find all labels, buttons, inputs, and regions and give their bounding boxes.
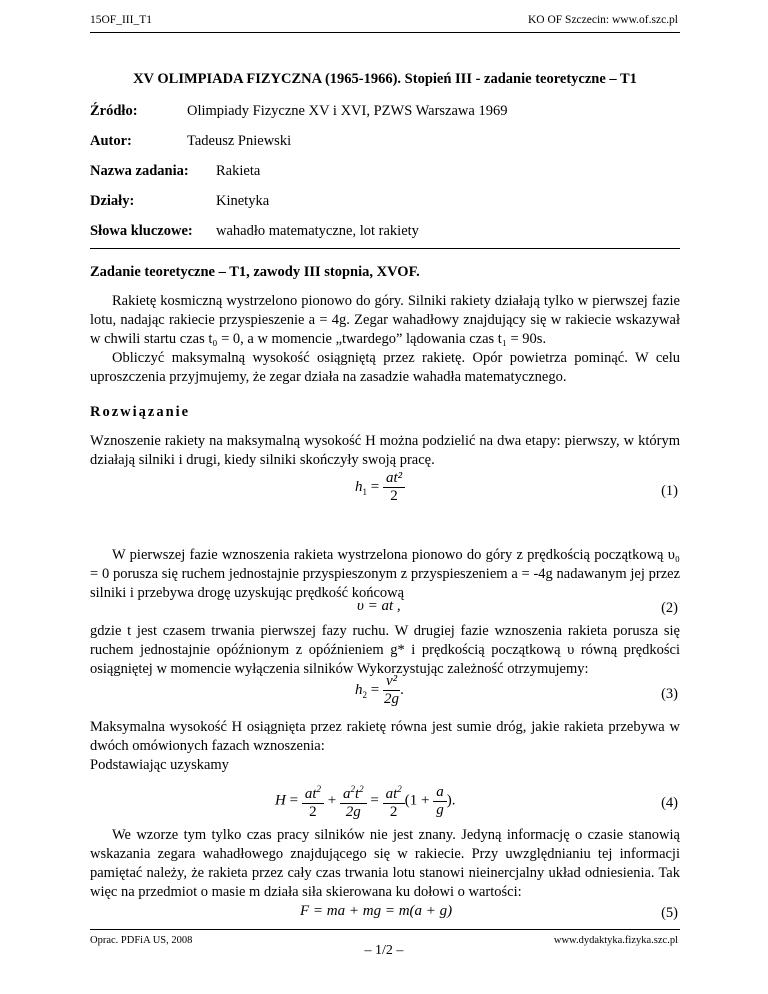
solution-paragraph-3: gdzie t jest czasem trwania pierwszej fazy ruchu. W drugiej fazie wznoszenia rakieta porusza się ruchem jednostajnie opóźnionym z opóźnieniem g* i prędkością początkową υ równą prędkości osiągniętej w momencie wyłączenia silników Wykorzystując zależność otrzymujemy: <box>90 623 680 677</box>
footer-rule <box>90 929 680 930</box>
task-paragraph: Rakietę kosmiczną wystrzelono pionowo do góry. Silniki rakiety działają tylko w pierwszej fazie lotu, nadając rakiecie przyspieszenie a = 4g. Zegar wahadłowy znajdujący się w rakiecie wskazywał w chwili startu czas t₀ = 0, a w momencie „twardego” lądowania czas t₁ = 90s. <box>90 293 680 347</box>
header-right: KO OF Szczecin: www.of.szc.pl <box>528 14 678 26</box>
meta-keywords-value: wahadło matematyczne, lot rakiety <box>216 223 419 239</box>
meta-source-key: Źródło: <box>90 103 138 119</box>
meta-rule <box>90 248 680 249</box>
equation-2-number: (2) <box>661 600 678 616</box>
equation-2: υ = at , <box>357 598 401 614</box>
equation-4-number: (4) <box>661 795 678 811</box>
solution-paragraph-4: Maksymalna wysokość H osiągnięta przez rakietę równa jest sumie dróg, jakie rakieta przebywa w dwóch omówionych fazach wznoszenia: Podstawiając uzyskamy <box>90 719 680 773</box>
equation-5: F = ma + mg = m(a + g) <box>300 903 453 919</box>
meta-author-key: Autor: <box>90 133 132 149</box>
equation-3-number: (3) <box>661 686 678 702</box>
equation-1-number: (1) <box>661 483 678 499</box>
task-paragraph: Obliczyć maksymalną wysokość osiągniętą przez rakietę. Opór powietrza pominąć. W celu uproszczenia przyjmujemy, że zegar działa na zasadzie wahadła matematycznego. <box>90 350 680 385</box>
meta-task-name-value: Rakieta <box>216 163 261 179</box>
task-text <box>90 292 680 387</box>
meta-source-value: Olimpiady Fizyczne XV i XVI, PZWS Warszawa 1969 <box>187 103 508 119</box>
meta-sections-value: Kinetyka <box>216 193 270 209</box>
meta-task-name-key: Nazwa zadania: <box>90 163 189 179</box>
equation-4: H = $\frac{at^2}{2}$ + $\frac{a^2t^2}{2g}$ = $\frac{at^2}{2}$ (1 + $\frac{a}{g}$ ). <box>275 781 455 821</box>
meta-author-value: Tadeusz Pniewski <box>187 133 292 149</box>
equation-5-number: (5) <box>661 905 678 921</box>
footer-left: Oprac. PDFiA US, 2008 <box>90 935 193 946</box>
solution-heading: Rozwiązanie <box>90 404 191 420</box>
header-rule <box>90 32 680 33</box>
solution-paragraph-5: We wzorze tym tylko czas pracy silników nie jest znany. Jedyną informację o czasie stanowią wskazania zegara wahadłowego znajdującego się w rakiecie. Przy uwzględnianiu tej informacji pamiętać należy, że rakieta przez cały czas trwania lotu stanowi nieinercjalny układ odniesienia. Tak więc na przedmiot o masie m działa siła skierowana ku dołowi o wartości: <box>90 827 680 900</box>
meta-sections-key: Działy: <box>90 193 135 209</box>
header-left: 15OF_III_T1 <box>90 14 152 26</box>
page-number: – 1/2 – <box>364 943 404 958</box>
document-title: XV OLIMPIADA FIZYCZNA (1965-1966). Stopień III - zadanie teoretyczne – T1 <box>133 71 637 87</box>
equation-1: $h_1$ = $\frac{\text{at²}}{2}$ <box>355 470 405 505</box>
footer-right: www.dydaktyka.fizyka.szc.pl <box>553 935 678 946</box>
solution-paragraph-2: W pierwszej fazie wznoszenia rakieta wystrzelona pionowo do góry z prędkością początkową υ₀ = 0 porusza się ruchem jednostajnie przyspieszonym z przyspieszeniem a = -4g nadawanym jej przez silniki i przebywa drogę uzyskując prędkość końcową <box>90 547 680 601</box>
solution-paragraph-1: Wznoszenie rakiety na maksymalną wysokość H można podzielić na dwa etapy: pierwszy, w którym działają silniki i drugi, kiedy silniki skończyły swoją pracę. <box>90 433 680 468</box>
task-heading: Zadanie teoretyczne – T1, zawody III stopnia, XVOF. <box>90 264 420 280</box>
meta-keywords-key: Słowa kluczowe: <box>90 223 193 239</box>
equation-3: $h_2$ = $\frac{\text{v²}}{2g}$ . <box>355 673 404 707</box>
